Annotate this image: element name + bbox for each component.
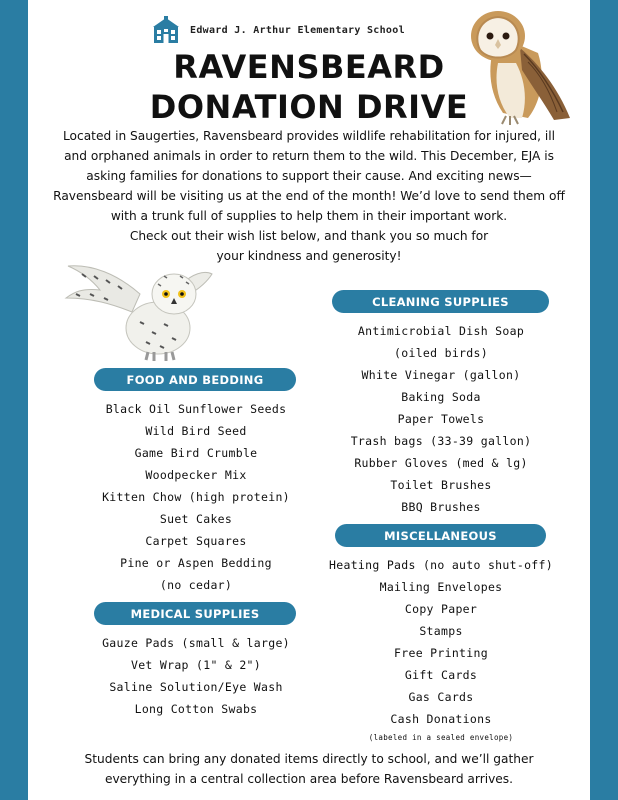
snowy-owl-illustration	[62, 254, 217, 364]
page-title-line2: DONATION DRIVE	[149, 88, 469, 126]
list-item: Carpet Squares	[145, 534, 247, 548]
list-item: Woodpecker Mix	[145, 468, 247, 482]
list-item: Saline Solution/Eye Wash	[109, 680, 283, 694]
cleaning-supplies-heading: CLEANING SUPPLIES	[332, 290, 549, 313]
list-item: Vet Wrap (1" & 2")	[130, 658, 262, 672]
list-item: Suet Cakes	[159, 512, 233, 526]
list-item: Rubber Gloves (med & lg)	[354, 456, 528, 470]
list-item: Paper Towels	[397, 412, 485, 426]
footer-note: Students can bring any donated items directly to school, and we’ll gather everything in a central collection area before Ravensbeard arrives.	[84, 752, 534, 786]
list-item: Gift Cards	[404, 668, 478, 682]
list-item: Gas Cards	[408, 690, 474, 704]
miscellaneous-heading: MISCELLANEOUS	[335, 524, 546, 547]
list-item: Copy Paper	[404, 602, 478, 616]
list-item: Toilet Brushes	[390, 478, 492, 492]
list-item: Antimicrobial Dish Soap	[357, 324, 525, 338]
intro-paragraph: Located in Saugerties, Ravensbeard provides wildlife rehabilitation for injured, ill and orphaned animals in order to return them to the wild. This December, EJA is asking families for donations to support their cause. And exciting news—Ravensbeard will be visiting us at the end of the month! We’d love to send them off with a trunk full of supplies to help them in their important work.	[53, 129, 565, 223]
miscellaneous-list	[310, 554, 572, 746]
list-item: Baking Soda	[401, 390, 481, 404]
list-item: BBQ Brushes	[401, 500, 481, 514]
cleaning-supplies-list	[310, 320, 572, 518]
list-item: Long Cotton Swabs	[134, 702, 258, 716]
list-item: Mailing Envelopes	[379, 580, 503, 594]
medical-supplies-heading: MEDICAL SUPPLIES	[94, 602, 296, 625]
list-item: Kitten Chow (high protein)	[102, 490, 290, 504]
list-item: Stamps	[419, 624, 463, 638]
list-item: White Vinegar (gallon)	[361, 368, 521, 382]
schoolhouse-icon	[150, 16, 182, 44]
food-bedding-heading: FOOD AND BEDDING	[94, 368, 296, 391]
medical-supplies-list	[68, 632, 324, 720]
school-name: Edward J. Arthur Elementary School	[190, 24, 405, 36]
list-item-note: (labeled in a sealed envelope)	[368, 733, 514, 742]
list-item: Pine or Aspen Bedding	[120, 556, 272, 570]
barn-owl-illustration	[458, 8, 574, 130]
list-item: Free Printing	[394, 646, 488, 660]
list-item: Trash bags (33-39 gallon)	[350, 434, 532, 448]
list-item: Gauze Pads (small & large)	[102, 636, 290, 650]
list-item: Heating Pads (no auto shut-off)	[329, 558, 553, 572]
list-item: Game Bird Crumble	[134, 446, 258, 460]
wishlist-line-1: Check out their wish list below, and thank you so much for	[129, 229, 489, 243]
food-bedding-list	[68, 398, 324, 596]
school-header	[150, 16, 450, 44]
list-item: (oiled birds)	[394, 346, 488, 360]
list-item: Wild Bird Seed	[145, 424, 247, 438]
list-item: (no cedar)	[159, 578, 233, 592]
list-item: Cash Donations	[390, 712, 492, 726]
list-item: Black Oil Sunflower Seeds	[105, 402, 287, 416]
page-title-line1: RAVENSBEARD	[173, 48, 445, 86]
wishlist-line-2: your kindness and generosity!	[216, 249, 402, 263]
